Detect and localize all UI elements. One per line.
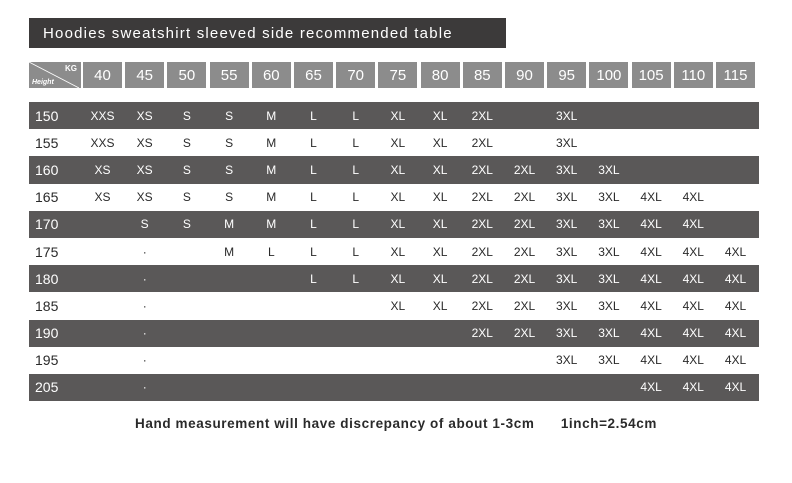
size-cell (167, 320, 206, 347)
weight-header-cell: 115 (716, 62, 755, 88)
size-cell: M (266, 108, 277, 123)
size-cell: 2XL (513, 162, 536, 177)
weight-header-cell: 110 (674, 62, 713, 88)
size-cell: S (182, 217, 191, 232)
table-title (29, 18, 506, 48)
size-cell: L (310, 108, 317, 123)
size-cell: 3XL (598, 353, 620, 368)
size-cell: L (352, 135, 360, 150)
size-cell (167, 265, 206, 292)
size-cell: 2XL (471, 135, 493, 150)
size-cell: XL (432, 244, 448, 259)
table-row (29, 102, 759, 129)
size-cell: 2XL (513, 217, 536, 232)
size-cell: M (266, 135, 277, 150)
weight-header-cell: 65 (294, 62, 333, 88)
size-cell: · (142, 244, 147, 259)
size-cell: 4XL (724, 244, 747, 259)
size-cell: 2XL (513, 271, 536, 286)
size-cell (378, 374, 417, 401)
size-cell: XXS (90, 108, 115, 123)
size-cell (167, 238, 206, 265)
size-cell: · (142, 271, 147, 286)
size-cell (505, 347, 544, 374)
size-cell: 3XL (556, 217, 578, 232)
size-cell (716, 156, 755, 183)
weight-header-cell: 70 (336, 62, 375, 88)
height-label: Height (32, 79, 54, 86)
size-cell (421, 347, 460, 374)
size-cell: 4XL (640, 217, 662, 232)
size-cell: XS (94, 190, 111, 205)
size-cell: 4XL (724, 353, 747, 368)
size-cell: 4XL (724, 326, 747, 341)
size-cell (167, 292, 206, 319)
size-cell: XL (390, 298, 406, 313)
weight-header-cell: 90 (505, 62, 544, 88)
size-cell (252, 292, 291, 319)
size-cell (83, 320, 122, 347)
size-cell: 4XL (640, 380, 662, 395)
table-row (29, 374, 759, 401)
size-cell (547, 374, 586, 401)
table-row (29, 129, 759, 156)
size-cell (589, 129, 628, 156)
size-cell (83, 292, 122, 319)
title-text: Hoodies sweatshirt sleeved side recommended table (43, 24, 453, 42)
size-cell: 3XL (598, 162, 620, 177)
size-cell (336, 292, 375, 319)
size-cell: 4XL (640, 298, 662, 313)
size-cell: · (142, 326, 147, 341)
size-cell (505, 374, 544, 401)
size-cell: L (352, 190, 360, 205)
size-cell: L (352, 271, 360, 286)
size-cell: XL (390, 271, 406, 286)
table-body (29, 102, 759, 401)
size-cell: S (225, 162, 234, 177)
size-cell: XS (136, 135, 153, 150)
size-cell (632, 129, 671, 156)
size-cell: L (310, 162, 317, 177)
size-cell (421, 320, 460, 347)
size-cell: 4XL (682, 326, 704, 341)
height-kg-corner-cell (29, 62, 81, 88)
size-cell: 2XL (471, 108, 493, 123)
size-cell: L (352, 244, 360, 259)
size-cell: · (142, 380, 147, 395)
table-row (29, 156, 759, 183)
size-cell (463, 374, 502, 401)
size-cell (252, 265, 291, 292)
table-row (29, 320, 759, 347)
size-cell (589, 102, 628, 129)
discrepancy-note: Hand measurement will have discrepancy of about 1-3cm (135, 416, 535, 431)
size-cell: 4XL (640, 190, 662, 205)
height-cell: 180 (35, 270, 59, 287)
size-cell: L (310, 217, 317, 232)
size-cell: L (352, 162, 360, 177)
size-cell: 3XL (556, 108, 578, 123)
size-cell: XL (390, 190, 406, 205)
size-cell: 4XL (724, 271, 747, 286)
height-cell: 190 (35, 325, 59, 342)
size-cell (716, 211, 755, 238)
size-cell: 3XL (598, 271, 620, 286)
size-cell: 3XL (598, 217, 620, 232)
size-cell: S (182, 162, 191, 177)
size-cell: 4XL (640, 326, 662, 341)
size-cell: XL (432, 135, 448, 150)
size-cell: XL (432, 162, 448, 177)
weight-header-cell: 40 (83, 62, 122, 88)
size-cell: 3XL (556, 162, 578, 177)
size-cell: 2XL (513, 244, 536, 259)
size-cell: XS (136, 190, 153, 205)
size-cell: 3XL (556, 326, 578, 341)
size-cell (463, 347, 502, 374)
size-cell (505, 129, 544, 156)
size-cell: 2XL (471, 326, 493, 341)
weight-header-cell: 105 (632, 62, 671, 88)
size-cell: · (142, 298, 147, 313)
height-cell: 170 (35, 216, 59, 233)
table-row (29, 292, 759, 319)
size-cell: 2XL (471, 244, 493, 259)
size-cell: 3XL (598, 298, 620, 313)
size-cell (716, 102, 755, 129)
height-cell: 195 (35, 352, 59, 369)
size-cell: 4XL (682, 217, 704, 232)
height-cell: 185 (35, 297, 59, 314)
footer-note (0, 416, 792, 431)
size-cell: M (224, 244, 235, 259)
table-row (29, 184, 759, 211)
size-cell: XL (390, 135, 406, 150)
size-cell (589, 374, 628, 401)
size-cell: 4XL (724, 380, 747, 395)
size-cell: S (182, 108, 191, 123)
size-cell: 2XL (471, 271, 493, 286)
size-cell (632, 156, 671, 183)
size-cell: 4XL (682, 244, 704, 259)
size-table (29, 62, 759, 401)
size-cell (378, 347, 417, 374)
size-cell: XL (432, 217, 448, 232)
size-cell: 3XL (556, 244, 578, 259)
size-cell: 4XL (682, 271, 704, 286)
size-cell: S (182, 135, 191, 150)
size-cell (210, 265, 249, 292)
size-cell: S (182, 190, 191, 205)
table-row (29, 347, 759, 374)
size-cell (167, 374, 206, 401)
size-cell: XS (136, 162, 153, 177)
size-cell: · (142, 353, 147, 368)
weight-header-cell: 45 (125, 62, 164, 88)
weight-header-row (29, 62, 759, 88)
size-cell: 3XL (556, 298, 578, 313)
size-cell: 4XL (682, 353, 704, 368)
size-cell: 2XL (471, 298, 493, 313)
size-cell: XL (390, 244, 406, 259)
size-cell: XL (432, 108, 448, 123)
size-cell: XL (432, 271, 448, 286)
size-cell (210, 292, 249, 319)
weight-header-cell: 80 (421, 62, 460, 88)
size-cell: 4XL (640, 244, 662, 259)
size-cell: L (267, 244, 275, 259)
size-cell: 3XL (556, 271, 578, 286)
size-cell: 4XL (682, 380, 704, 395)
size-cell: XL (390, 162, 406, 177)
size-cell: XS (94, 162, 111, 177)
size-cell (83, 211, 122, 238)
size-cell (336, 347, 375, 374)
size-cell: 4XL (724, 298, 747, 313)
size-cell (294, 292, 333, 319)
size-cell (83, 238, 122, 265)
size-cell (252, 374, 291, 401)
size-cell: M (224, 217, 235, 232)
size-cell: XL (390, 217, 406, 232)
size-cell: 4XL (640, 353, 662, 368)
height-cell: 165 (35, 189, 59, 206)
size-cell: L (310, 244, 317, 259)
weight-header-cell: 55 (210, 62, 249, 88)
weight-header-cell: 50 (167, 62, 206, 88)
size-cell (294, 320, 333, 347)
size-cell (421, 374, 460, 401)
height-cell: 160 (35, 161, 59, 178)
size-cell (252, 320, 291, 347)
weight-header-cell: 85 (463, 62, 502, 88)
size-cell: 3XL (556, 135, 578, 150)
size-cell (674, 156, 713, 183)
size-cell (674, 102, 713, 129)
size-cell: 3XL (556, 190, 578, 205)
size-cell: S (225, 135, 234, 150)
height-cell: 205 (35, 379, 59, 396)
size-cell: L (352, 217, 360, 232)
size-cell (252, 347, 291, 374)
size-cell: S (225, 190, 234, 205)
size-cell (336, 374, 375, 401)
size-cell: M (266, 217, 277, 232)
kg-label: KG (65, 64, 77, 73)
size-cell: 3XL (598, 190, 620, 205)
size-cell (210, 320, 249, 347)
size-cell: 2XL (513, 190, 536, 205)
size-cell (505, 102, 544, 129)
size-cell (716, 129, 755, 156)
size-cell (83, 265, 122, 292)
inch-conversion: 1inch=2.54cm (560, 416, 657, 431)
size-cell: XL (432, 190, 448, 205)
size-cell: XXS (90, 135, 115, 150)
size-cell: S (225, 108, 234, 123)
size-cell: 3XL (556, 353, 578, 368)
size-cell (294, 347, 333, 374)
size-cell (674, 129, 713, 156)
size-cell (210, 347, 249, 374)
size-cell: L (310, 135, 317, 150)
size-cell (336, 320, 375, 347)
size-cell: M (266, 190, 277, 205)
size-cell: 2XL (471, 217, 493, 232)
table-row (29, 265, 759, 292)
size-cell: 2XL (513, 298, 536, 313)
size-cell: 3XL (598, 244, 620, 259)
size-cell (632, 102, 671, 129)
weight-header-cell: 75 (378, 62, 417, 88)
size-cell (378, 320, 417, 347)
size-cell: L (310, 271, 317, 286)
size-cell (716, 184, 755, 211)
height-cell: 155 (35, 134, 59, 151)
size-cell: 4XL (682, 190, 704, 205)
size-cell: 4XL (640, 271, 662, 286)
size-cell: L (310, 190, 317, 205)
size-cell (294, 374, 333, 401)
size-cell: L (352, 108, 360, 123)
size-cell (167, 347, 206, 374)
size-cell: 3XL (598, 326, 620, 341)
size-cell: S (140, 217, 149, 232)
weight-header-cell: 100 (589, 62, 628, 88)
weight-header-cell: 60 (252, 62, 291, 88)
table-row (29, 238, 759, 265)
height-cell: 175 (35, 243, 59, 260)
size-cell (83, 374, 122, 401)
size-cell: 2XL (471, 190, 493, 205)
size-cell (210, 374, 249, 401)
size-cell: M (266, 162, 277, 177)
table-row (29, 211, 759, 238)
size-cell (83, 347, 122, 374)
size-cell: 2XL (471, 162, 493, 177)
weight-header-cell: 95 (547, 62, 586, 88)
size-cell: 4XL (682, 298, 704, 313)
size-cell: 2XL (513, 326, 536, 341)
size-cell: XL (390, 108, 406, 123)
size-cell: XS (136, 108, 153, 123)
size-cell: XL (432, 298, 448, 313)
height-cell: 150 (35, 107, 59, 124)
